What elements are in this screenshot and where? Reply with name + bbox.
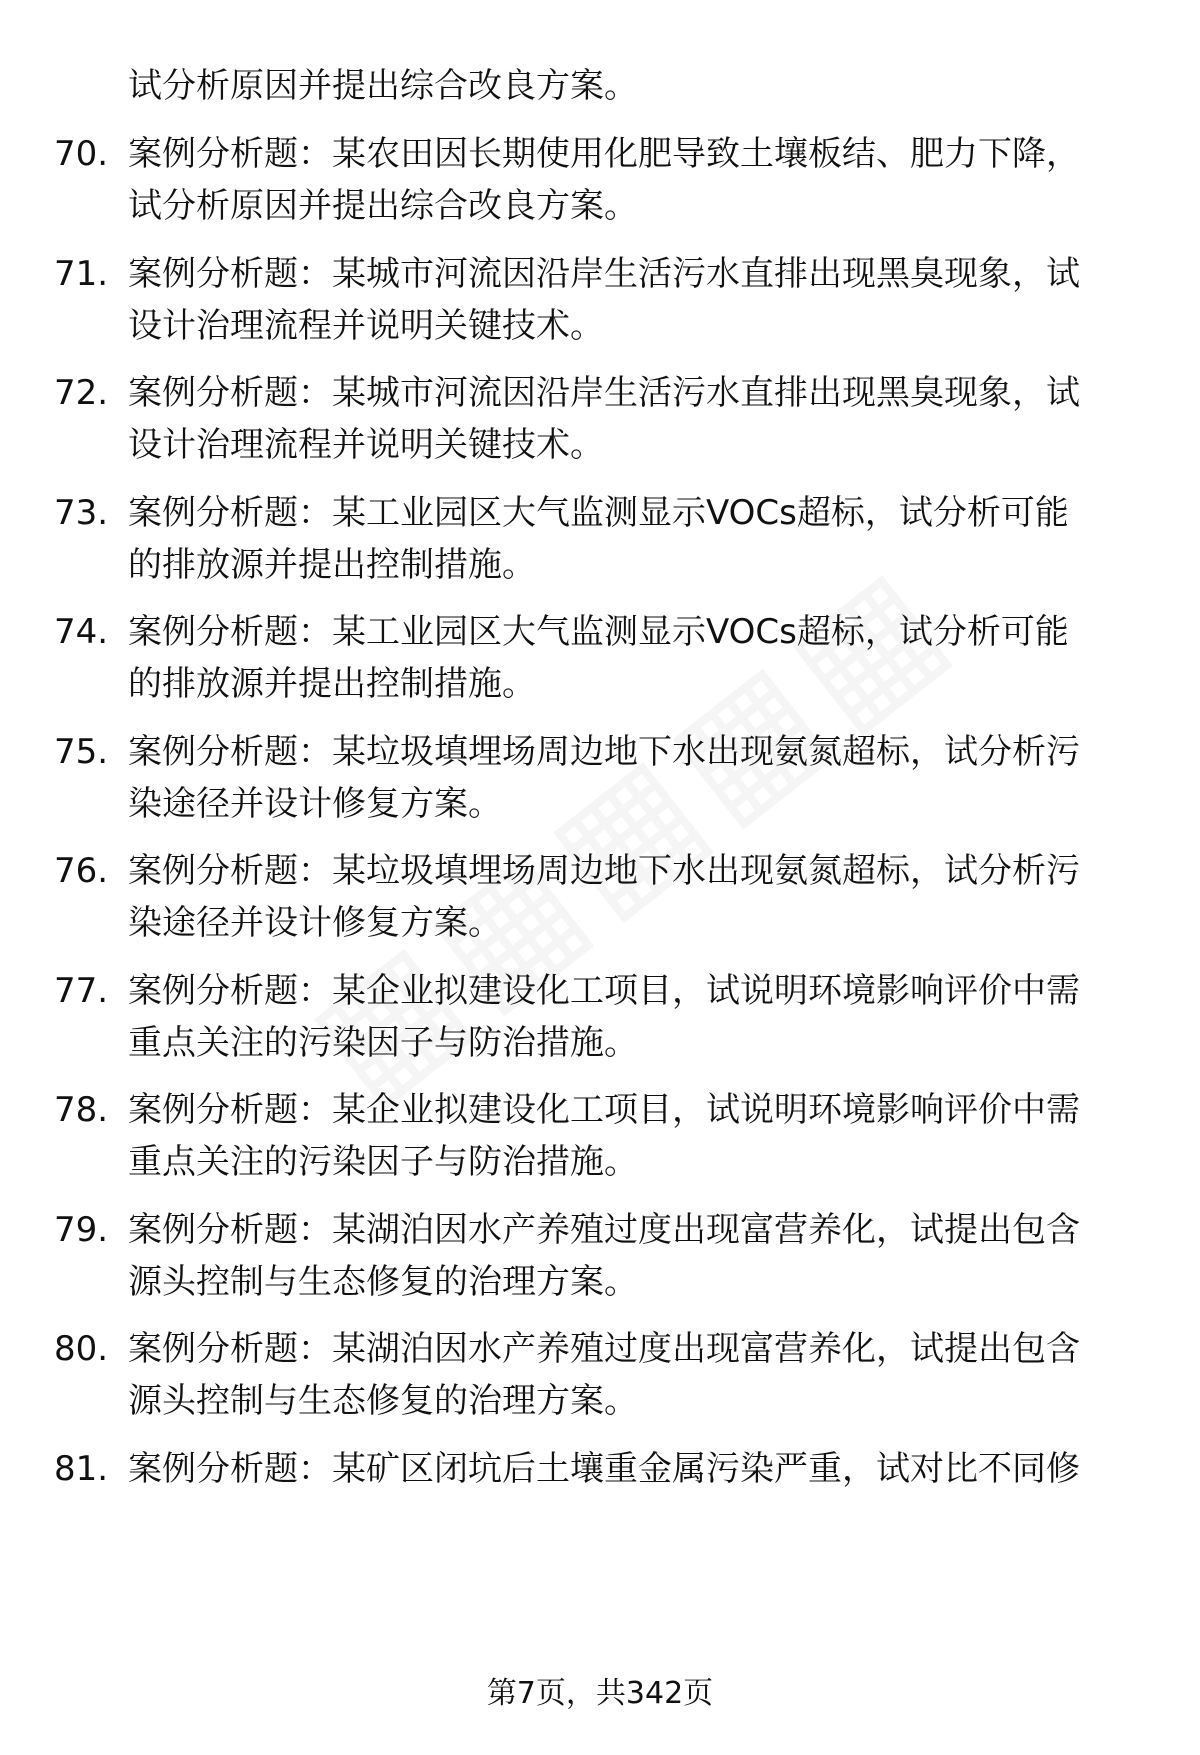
question-text-line-2: 试分析原因并提出综合改良方案。 — [128, 186, 638, 226]
question-item — [0, 487, 1200, 591]
question-text-line-2: 源头控制与生态修复的治理方案。 — [128, 1262, 638, 1302]
question-text-line-2: 设计治理流程并说明关键技术。 — [128, 306, 604, 346]
question-text-line-1: 案例分析题：某垃圾填埋场周边地下水出现氨氮超标，试分析污 — [128, 851, 1080, 891]
page-footer: 第7页，共342页 — [486, 1676, 714, 1711]
question-text-line-1: 案例分析题：某工业园区大气监测显示VOCs超标，试分析可能 — [128, 493, 1069, 533]
question-number: 74. — [54, 612, 109, 652]
question-number: 79. — [54, 1210, 109, 1250]
question-text-line-1: 案例分析题：某矿区闭坑后土壤重金属污染严重，试对比不同修 — [128, 1449, 1080, 1489]
question-item — [0, 845, 1200, 949]
question-text-line-1: 案例分析题：某湖泊因水产养殖过度出现富营养化，试提出包含 — [128, 1210, 1080, 1250]
question-text-line-2: 重点关注的污染因子与防治措施。 — [128, 1023, 638, 1063]
question-text-line-2: 源头控制与生态修复的治理方案。 — [128, 1381, 638, 1421]
question-item — [0, 1323, 1200, 1427]
question-item — [0, 367, 1200, 471]
question-number: 80. — [54, 1329, 109, 1369]
continuation-line: 试分析原因并提出综合改良方案。 — [128, 66, 638, 106]
question-text-line-1: 案例分析题：某企业拟建设化工项目，试说明环境影响评价中需 — [128, 971, 1080, 1011]
question-number: 76. — [54, 851, 109, 891]
question-text-line-1: 案例分析题：某城市河流因沿岸生活污水直排出现黑臭现象，试 — [128, 373, 1080, 413]
question-text-line-2: 染途径并设计修复方案。 — [128, 784, 502, 824]
question-text-line-2: 的排放源并提出控制措施。 — [128, 545, 536, 585]
question-item — [0, 248, 1200, 352]
question-text-line-1: 案例分析题：某企业拟建设化工项目，试说明环境影响评价中需 — [128, 1090, 1080, 1130]
question-item — [0, 128, 1200, 232]
question-item — [0, 726, 1200, 830]
question-item — [0, 606, 1200, 710]
question-number: 77. — [54, 971, 109, 1011]
question-item — [0, 1204, 1200, 1308]
question-item — [0, 1084, 1200, 1188]
question-number: 75. — [54, 732, 109, 772]
question-text-line-1: 案例分析题：某城市河流因沿岸生活污水直排出现黑臭现象，试 — [128, 254, 1080, 294]
question-number: 72. — [54, 373, 109, 413]
question-number: 73. — [54, 493, 109, 533]
question-text-line-1: 案例分析题：某工业园区大气监测显示VOCs超标，试分析可能 — [128, 612, 1069, 652]
question-item — [0, 965, 1200, 1069]
question-number: 81. — [54, 1449, 109, 1489]
question-text-line-2: 的排放源并提出控制措施。 — [128, 664, 536, 704]
question-text-line-1: 案例分析题：某湖泊因水产养殖过度出现富营养化，试提出包含 — [128, 1329, 1080, 1369]
question-text-line-2: 染途径并设计修复方案。 — [128, 903, 502, 943]
question-number: 71. — [54, 254, 109, 294]
question-text-line-2: 设计治理流程并说明关键技术。 — [128, 425, 604, 465]
question-text-line-2: 重点关注的污染因子与防治措施。 — [128, 1142, 638, 1182]
question-number: 70. — [54, 134, 109, 174]
question-text-line-1: 案例分析题：某农田因长期使用化肥导致土壤板结、肥力下降， — [128, 134, 1080, 174]
question-text-line-1: 案例分析题：某垃圾填埋场周边地下水出现氨氮超标，试分析污 — [128, 732, 1080, 772]
question-item — [0, 1443, 1200, 1547]
question-number: 78. — [54, 1090, 109, 1130]
